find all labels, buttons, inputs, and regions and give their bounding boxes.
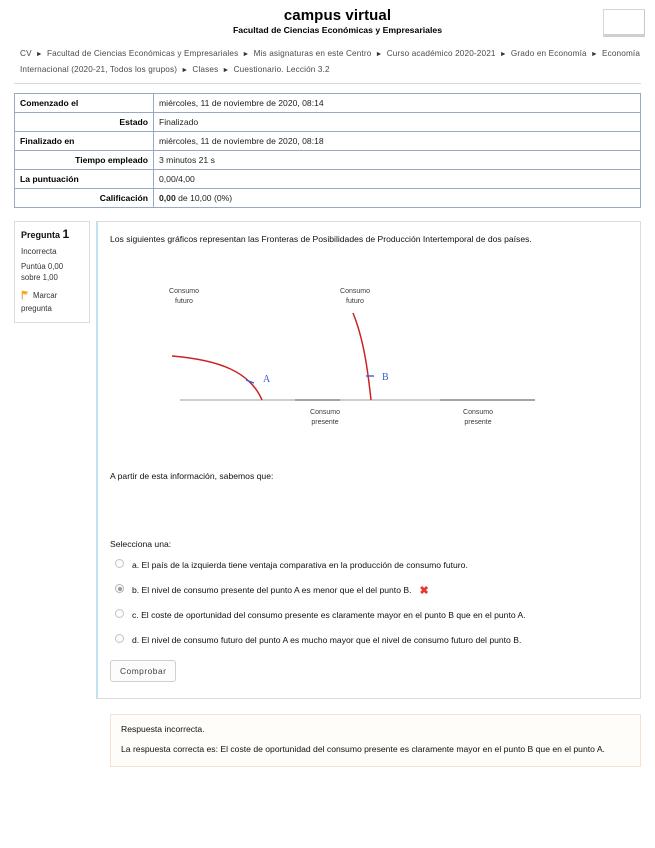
flag-question-link[interactable]	[21, 290, 83, 314]
question-figure	[110, 268, 626, 464]
summary-label: La puntuación	[15, 170, 154, 189]
breadcrumb-item[interactable]: Clases	[192, 65, 219, 74]
summary-value: 3 minutos 21 s	[154, 151, 641, 170]
answer-radio[interactable]	[115, 559, 124, 568]
breadcrumb-separator: ►	[497, 51, 509, 58]
breadcrumb-item[interactable]: CV	[20, 49, 32, 58]
header-placeholder-box	[603, 9, 645, 37]
breadcrumb-separator: ►	[220, 67, 232, 74]
breadcrumb-item[interactable]: Cuestionario. Lección 3.2	[233, 65, 330, 74]
summary-row	[15, 113, 641, 132]
right-chart-xlabel-line1: Consumo	[463, 409, 493, 416]
left-ppf-chart	[169, 288, 395, 426]
attempt-summary	[14, 93, 641, 208]
summary-label: Comenzado el	[15, 94, 154, 113]
breadcrumb-item[interactable]: Economía Internacional (2020-21, Todos los grupos)	[20, 49, 641, 74]
feedback-panel	[110, 714, 641, 767]
summary-value: 0,00/4,00	[154, 170, 641, 189]
question-title	[21, 228, 83, 242]
question-block	[14, 221, 641, 699]
summary-value-grade: 0,00	[159, 192, 176, 203]
question-info-panel	[14, 221, 90, 323]
summary-label: Calificación	[15, 189, 154, 208]
breadcrumb-separator: ►	[240, 51, 252, 58]
answer-radio[interactable]	[115, 634, 124, 643]
summary-label: Tiempo empleado	[15, 151, 154, 170]
answer-option[interactable]	[110, 633, 626, 647]
answer-option-label: c. El coste de oportunidad del consumo presente es claramente mayor en el punto B que en el punto A.	[132, 610, 526, 620]
breadcrumb-separator: ►	[373, 51, 385, 58]
answer-option[interactable]	[110, 608, 626, 622]
breadcrumb-separator: ►	[33, 51, 45, 58]
brand-subtitle: Facultad de Ciencias Económicas y Empresariales	[232, 25, 443, 35]
answer-radio[interactable]	[115, 584, 124, 593]
summary-value: miércoles, 11 de noviembre de 2020, 08:18	[154, 132, 641, 151]
left-chart-xlabel-line1: Consumo	[310, 409, 340, 416]
incorrect-mark-icon: ✖	[419, 585, 429, 597]
right-chart-point-b-label: B	[382, 372, 389, 383]
breadcrumb-item[interactable]: Mis asignaturas en este Centro	[253, 49, 372, 58]
breadcrumb	[0, 42, 655, 78]
summary-label: Finalizado en	[15, 132, 154, 151]
brand-block	[0, 8, 655, 36]
question-points: Puntúa 0,00 sobre 1,00	[21, 262, 64, 282]
flag-question-label: Marcar pregunta	[21, 291, 58, 313]
answer-option-label: a. El país de la izquierda tiene ventaja comparativa en la producción de consumo futuro.	[132, 560, 468, 570]
summary-row	[15, 151, 641, 170]
breadcrumb-separator: ►	[588, 51, 600, 58]
page-header	[0, 0, 655, 42]
right-chart-ylabel-line1: Consumo	[340, 288, 370, 295]
question-title-word: Pregunta	[21, 230, 61, 240]
feedback-result: Respuesta incorrecta.	[121, 724, 205, 734]
brand-title: campus virtual	[283, 7, 392, 24]
breadcrumb-item[interactable]: Facultad de Ciencias Económicas y Empresariales	[46, 49, 239, 58]
question-number: 1	[62, 227, 70, 241]
question-content	[96, 221, 641, 699]
attempt-summary-table	[14, 93, 641, 208]
summary-row	[15, 189, 641, 208]
flag-icon	[21, 290, 30, 303]
left-chart-xlabel-line2: presente	[311, 419, 339, 426]
left-chart-ylabel-line1: Consumo	[169, 288, 199, 295]
answer-option-label: d. El nivel de consumo futuro del punto A es mucho mayor que el nivel de consumo futuro del punto B.	[132, 635, 522, 645]
left-chart-ylabel-line2: futuro	[175, 298, 193, 305]
answer-options	[110, 558, 626, 647]
right-chart-ppf-curve	[353, 313, 371, 400]
breadcrumb-divider	[14, 83, 641, 84]
answer-option[interactable]	[110, 583, 626, 597]
summary-row	[15, 170, 641, 189]
right-ppf-chart	[340, 288, 535, 426]
question-prompt: A partir de esta información, sabemos que:	[110, 471, 274, 481]
breadcrumb-item[interactable]: Curso académico 2020-2021	[386, 49, 496, 58]
summary-row	[15, 94, 641, 113]
breadcrumb-item[interactable]: Grado en Economía	[510, 49, 587, 58]
ppf-charts-svg	[110, 268, 610, 464]
check-button[interactable]: Comprobar	[110, 660, 176, 682]
select-one-label: Selecciona una:	[110, 539, 172, 549]
answer-option[interactable]	[110, 558, 626, 572]
left-chart-point-a-label: A	[263, 374, 271, 385]
summary-value: 0,00 de 10,00 (0%)	[154, 189, 641, 208]
answer-radio[interactable]	[115, 609, 124, 618]
answer-option-label: b. El nivel de consumo presente del punto A es menor que el del punto B. ✖	[132, 585, 429, 597]
question-state: Incorrecta	[21, 247, 57, 256]
feedback-correct-answer: La respuesta correcta es: El coste de oportunidad del consumo presente es claramente mayor en el punto B que en el punto A.	[121, 744, 605, 754]
breadcrumb-separator: ►	[179, 67, 191, 74]
summary-value: miércoles, 11 de noviembre de 2020, 08:14	[154, 94, 641, 113]
summary-label: Estado	[15, 113, 154, 132]
summary-value: Finalizado	[154, 113, 641, 132]
right-chart-xlabel-line2: presente	[464, 419, 492, 426]
question-statement: Los siguientes gráficos representan las Fronteras de Posibilidades de Producción Intertemporal de dos países.	[110, 234, 532, 244]
right-chart-ylabel-line2: futuro	[346, 298, 364, 305]
summary-row	[15, 132, 641, 151]
left-chart-ppf-curve	[172, 356, 262, 400]
